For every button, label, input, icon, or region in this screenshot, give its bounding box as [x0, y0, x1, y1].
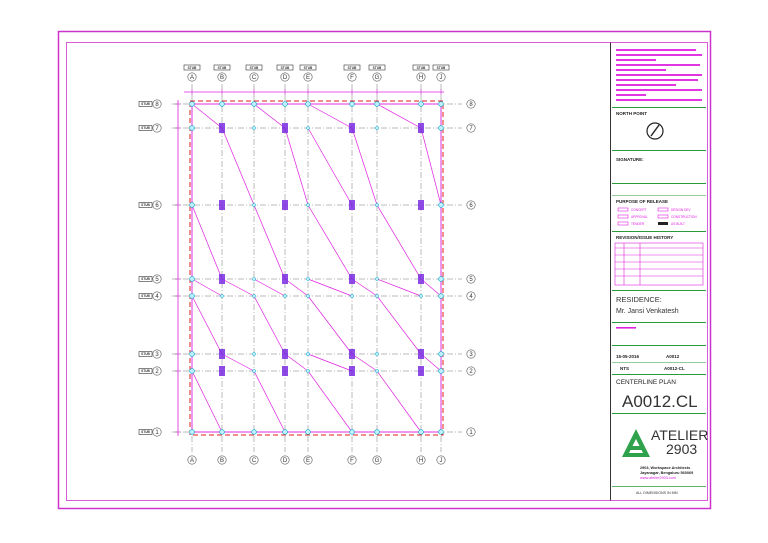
grid-bubble-label: 2	[155, 369, 159, 376]
grid-bubble-label: 6	[155, 203, 159, 210]
grid-node	[220, 294, 223, 297]
signature-label: SIGNATURE:	[616, 157, 644, 162]
grid-node	[439, 369, 444, 374]
column-marker	[219, 349, 225, 359]
beam-line	[308, 279, 352, 296]
beam-line	[308, 354, 352, 371]
grid-tag-label: STUB	[416, 66, 426, 70]
grid-node	[306, 277, 309, 280]
firm-contact: www.atelier2903.com	[640, 476, 677, 480]
grid-bubble-label: B	[219, 458, 225, 465]
grid-node	[190, 430, 195, 435]
grid-node	[419, 294, 422, 297]
beam-line	[377, 205, 421, 279]
grid-bubble-label: 8	[469, 102, 473, 109]
grid-node	[439, 277, 444, 282]
grid-node	[252, 369, 255, 372]
grid-bubble-label: 7	[155, 126, 159, 133]
grid-tag-label: STUB	[347, 66, 357, 70]
grid-bubble-label: G	[374, 458, 380, 465]
beam-line	[285, 279, 308, 296]
beam-line	[192, 371, 222, 432]
grid-node	[252, 203, 255, 206]
firm-address: Jayanagar, Bengaluru 560069	[640, 471, 694, 475]
grid-bubble-label: D	[282, 458, 288, 465]
grid-bubble-label: A	[189, 458, 195, 465]
column-marker	[282, 366, 288, 376]
grid-node	[306, 430, 311, 435]
grid-node	[375, 430, 380, 435]
grid-bubble-label: 6	[469, 203, 473, 210]
drawing-title: CENTERLINE PLAN	[616, 379, 676, 386]
grid-node	[375, 203, 378, 206]
grid-node	[350, 430, 355, 435]
grid-node	[190, 352, 195, 357]
north-arrow-icon	[647, 123, 663, 139]
grid-tag-label: STUB	[141, 294, 150, 299]
grid-tag-label: STUB	[141, 203, 150, 208]
column-marker	[349, 366, 355, 376]
grid-node	[375, 102, 380, 107]
beam-line	[192, 104, 222, 128]
purpose-option: CONCEPT	[631, 208, 647, 212]
column-marker	[219, 274, 225, 284]
grid-node	[220, 430, 225, 435]
column-marker	[219, 123, 225, 133]
grid-node	[306, 102, 311, 107]
grid-node	[439, 102, 444, 107]
general-notes	[616, 49, 702, 101]
beam-line	[308, 205, 352, 279]
grid-bubble-label: A	[189, 75, 195, 82]
beam-line	[308, 296, 352, 354]
grid-node	[375, 294, 378, 297]
grid-node	[419, 102, 424, 107]
beam-line	[377, 279, 421, 296]
grid-node	[439, 352, 444, 357]
grid-bubble-label: F	[350, 75, 354, 82]
grid-node	[283, 294, 286, 297]
title-block	[612, 49, 708, 495]
footer-note: ALL DIMENSIONS IN MM	[636, 491, 678, 495]
grid-node	[190, 203, 195, 208]
grid-node	[439, 430, 444, 435]
beam-line	[192, 205, 222, 279]
beam-line	[254, 371, 285, 432]
grid-bubble-label: 7	[469, 126, 473, 133]
grid-node	[306, 294, 309, 297]
grid-bubble-label: C	[251, 75, 257, 82]
grid-node	[190, 369, 195, 374]
grid-bubble-label: J	[439, 75, 443, 82]
beam-line	[192, 296, 222, 354]
beam-line	[421, 128, 441, 205]
grid-bubble-label: B	[219, 75, 225, 82]
grid-bubble-label: H	[418, 458, 424, 465]
beam-line	[352, 354, 377, 371]
grid-bubble-label: H	[418, 75, 424, 82]
grid-bubble-label: E	[305, 458, 311, 465]
revision-label: REVISION/ISSUE HISTORY	[616, 235, 674, 240]
purpose-options	[618, 208, 697, 226]
grid-bubble-label: 1	[155, 430, 159, 437]
beam-line	[254, 205, 285, 279]
purpose-option: APPROVAL	[631, 215, 648, 219]
client-name: Mr. Jansi Venkatesh	[616, 308, 679, 315]
grid-node	[375, 352, 378, 355]
grid-node	[252, 430, 257, 435]
grid-node	[283, 102, 288, 107]
grid-bubble-label: 5	[155, 277, 159, 284]
column-marker	[418, 349, 424, 359]
project-label: RESIDENCE:	[616, 295, 662, 304]
beam-line	[254, 279, 285, 296]
purpose-option: CONSTRUCTION	[671, 215, 697, 219]
grid-node	[350, 294, 353, 297]
grid-tag-label: STUB	[141, 102, 150, 107]
drawing-scale: A0012	[666, 354, 680, 359]
firm-address: 2903, Workspace Architects	[640, 466, 691, 470]
column-marker	[282, 123, 288, 133]
grid-tag-label: STUB	[187, 66, 197, 70]
beam-line	[377, 296, 421, 354]
grid-node	[375, 277, 378, 280]
purpose-label: PURPOSE OF RELEASE	[616, 199, 669, 204]
beam-line	[352, 279, 377, 296]
grid-node	[252, 102, 257, 107]
grid-bubble-label: 1	[469, 430, 473, 437]
column-marker	[282, 200, 288, 210]
beam-line	[308, 128, 352, 205]
purpose-option: DESIGN DEV	[671, 208, 691, 212]
column-marker	[349, 200, 355, 210]
column-marker	[282, 349, 288, 359]
grid-node	[283, 430, 288, 435]
grid-node	[375, 369, 378, 372]
atelier-logo-icon	[622, 429, 650, 457]
grid-node	[190, 277, 195, 282]
grid-bubble-label: 3	[155, 352, 159, 359]
grid-bubble-label: G	[374, 75, 380, 82]
grid-tag-label: STUB	[141, 126, 150, 131]
north-point-label: NORTH POINT	[616, 111, 647, 116]
grid-tag-label: STUB	[249, 66, 259, 70]
beam-line	[222, 279, 254, 296]
grid-node	[190, 102, 195, 107]
column-marker	[418, 200, 424, 210]
grid-node	[419, 430, 424, 435]
grid-tag-label: STUB	[436, 66, 446, 70]
grid-bubble-label: 2	[469, 369, 473, 376]
beam-line	[308, 104, 352, 128]
column-marker	[219, 366, 225, 376]
column-marker	[349, 349, 355, 359]
grid-bubble-label: 3	[469, 352, 473, 359]
grid-node	[375, 126, 378, 129]
grid-node	[306, 203, 309, 206]
grid-bubble-label: 4	[155, 294, 159, 301]
issue-date: 15-05-2016	[616, 354, 640, 359]
beam-line	[377, 371, 421, 432]
beam-line	[222, 354, 254, 371]
grid-bubble-label: D	[282, 75, 288, 82]
grid-tag-label: STUB	[141, 277, 150, 282]
column-marker	[418, 366, 424, 376]
purpose-option: TENDER	[631, 222, 645, 226]
grid-bubble-label: F	[350, 458, 354, 465]
grid-bubble-label: 4	[469, 294, 473, 301]
column-marker	[282, 274, 288, 284]
firm-name-number: 2903	[666, 441, 698, 457]
beam-line	[308, 371, 352, 432]
column-marker	[418, 274, 424, 284]
grid-node	[439, 126, 444, 131]
beam-line	[352, 128, 377, 205]
beam-line	[222, 128, 254, 205]
grid-node	[252, 294, 255, 297]
grid-bubble-label: C	[251, 458, 257, 465]
purpose-option: AS BUILT	[671, 222, 685, 226]
grid-bubble-label: J	[439, 458, 443, 465]
grid-node	[306, 352, 309, 355]
beam-line	[254, 104, 285, 128]
grid-node	[439, 294, 444, 299]
grid-node	[252, 352, 255, 355]
grid-tag-label: STUB	[372, 66, 382, 70]
column-marker	[349, 274, 355, 284]
grid-node	[252, 277, 255, 280]
grid-node	[252, 126, 255, 129]
column-marker	[418, 123, 424, 133]
grid-node	[350, 102, 355, 107]
column-marker	[349, 123, 355, 133]
grid-node	[306, 369, 309, 372]
grid-tag-label: STUB	[303, 66, 313, 70]
grid-node	[439, 203, 444, 208]
grid-node	[190, 294, 195, 299]
grid-tag-label: STUB	[141, 369, 150, 374]
beam-line	[285, 128, 308, 205]
grid-tag-label: STUB	[141, 430, 150, 435]
firm-name: ATELIER	[651, 427, 709, 443]
grid-node	[190, 126, 195, 131]
centerline-plan	[139, 65, 475, 464]
grid-bubble-label: 5	[469, 277, 473, 284]
revision-table	[615, 243, 703, 285]
grid-tag-label: STUB	[217, 66, 227, 70]
grid-tag-label: STUB	[141, 352, 150, 357]
beam-line	[254, 296, 285, 354]
grid-bubble-label: E	[305, 75, 311, 82]
grid-node	[306, 126, 309, 129]
beam-line	[192, 279, 222, 296]
beam-line	[377, 104, 421, 128]
sheet-size: NTS	[620, 366, 629, 371]
beam-line	[285, 354, 308, 371]
slab-outline	[190, 101, 443, 435]
grid-node	[220, 102, 225, 107]
project-number: A0012-CL	[664, 366, 685, 371]
grid-tag-label: STUB	[280, 66, 290, 70]
column-marker	[219, 200, 225, 210]
drawing-number: A0012.CL	[622, 392, 698, 411]
grid-bubble-label: 8	[155, 102, 159, 109]
